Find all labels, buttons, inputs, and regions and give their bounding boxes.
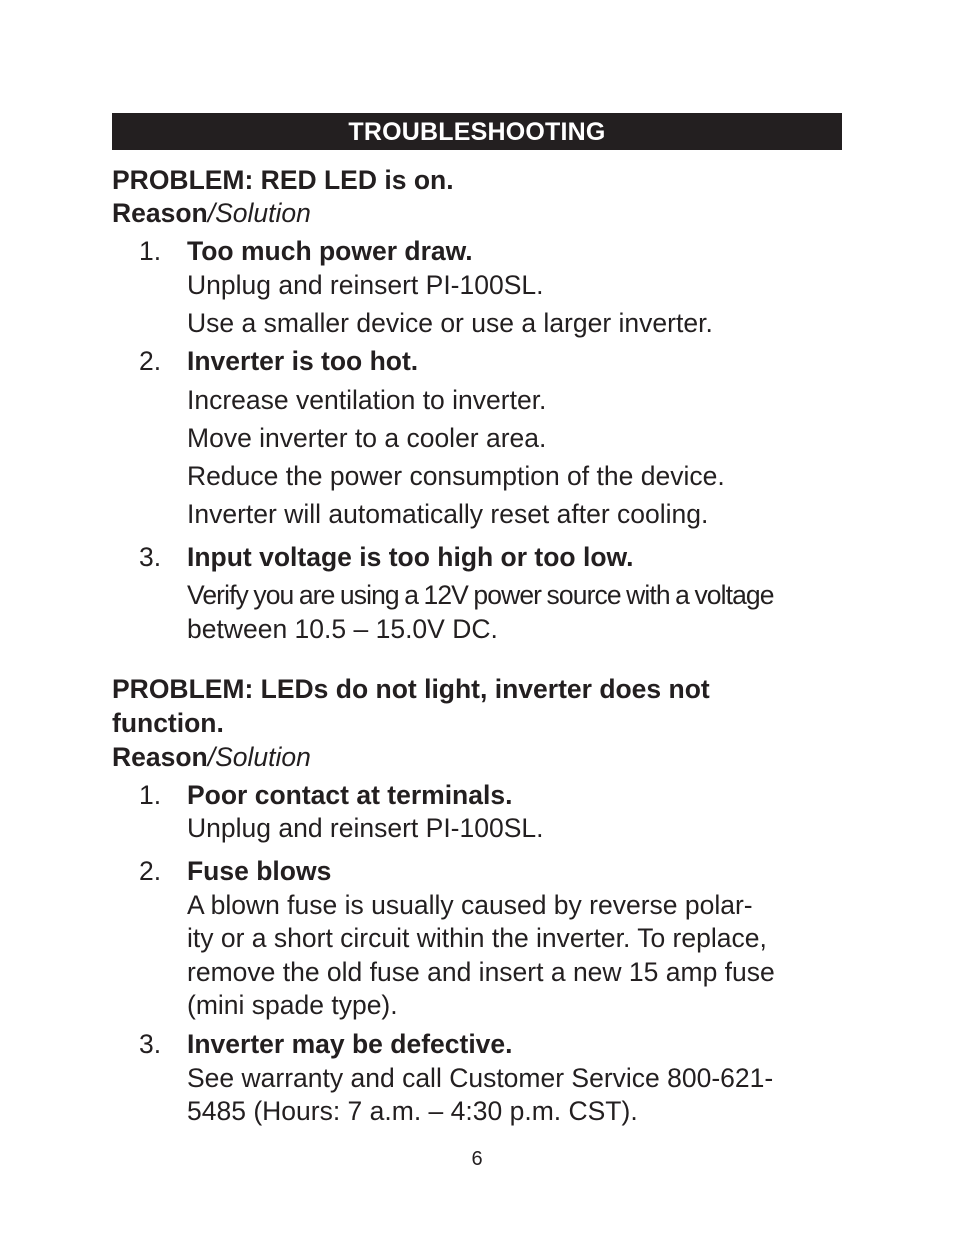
reason-label: Reason	[112, 198, 208, 228]
section-banner: TROUBLESHOOTING	[112, 113, 842, 150]
item-line: Unplug and reinsert PI-100SL.	[187, 813, 544, 843]
item-title: Input voltage is too high or too low.	[187, 542, 634, 572]
item-line: A blown fuse is usually caused by reverse polar-	[187, 890, 753, 920]
item-title: Inverter may be defective.	[187, 1029, 513, 1059]
item-line: Verify you are using a 12V power source with a voltage	[187, 580, 774, 610]
item-line: Reduce the power consumption of the device.	[187, 461, 725, 491]
reason-solution-label	[112, 196, 311, 230]
item-number: 1.	[139, 780, 162, 810]
item-title: Too much power draw.	[187, 236, 473, 266]
item-line: (mini spade type).	[187, 990, 398, 1020]
item-number: 3.	[139, 1029, 162, 1059]
reason-solution-label	[112, 740, 311, 774]
solution-label: /Solution	[207, 742, 311, 772]
item-line: remove the old fuse and insert a new 15 amp fuse	[187, 957, 775, 987]
item-number: 2.	[139, 856, 162, 886]
item-number: 1.	[139, 236, 162, 266]
item-line: Move inverter to a cooler area.	[187, 423, 547, 453]
item-title: Fuse blows	[187, 856, 332, 886]
item-title: Inverter is too hot.	[187, 346, 419, 376]
item-number: 3.	[139, 542, 162, 572]
problem-heading-leds: PROBLEM: LEDs do not light, inverter does not	[112, 674, 710, 704]
item-line: Use a smaller device or use a larger inverter.	[187, 308, 713, 338]
item-line: See warranty and call Customer Service 800-621-	[187, 1063, 774, 1093]
item-line: Unplug and reinsert PI-100SL.	[187, 270, 544, 300]
reason-label: Reason	[112, 742, 208, 772]
problem-heading-leds-continued: function.	[112, 708, 224, 738]
item-line: ity or a short circuit within the inverter. To replace,	[187, 923, 767, 953]
item-line: between 10.5 – 15.0V DC.	[187, 614, 498, 644]
problem-heading-red-led: PROBLEM: RED LED is on.	[112, 165, 454, 195]
page-number: 6	[471, 1148, 483, 1170]
item-number: 2.	[139, 346, 162, 376]
item-line: Increase ventilation to inverter.	[187, 385, 547, 415]
solution-label: /Solution	[207, 198, 311, 228]
item-line: Inverter will automatically reset after cooling.	[187, 499, 709, 529]
item-line: 5485 (Hours: 7 a.m. – 4:30 p.m. CST).	[187, 1096, 638, 1126]
item-title: Poor contact at terminals.	[187, 780, 513, 810]
